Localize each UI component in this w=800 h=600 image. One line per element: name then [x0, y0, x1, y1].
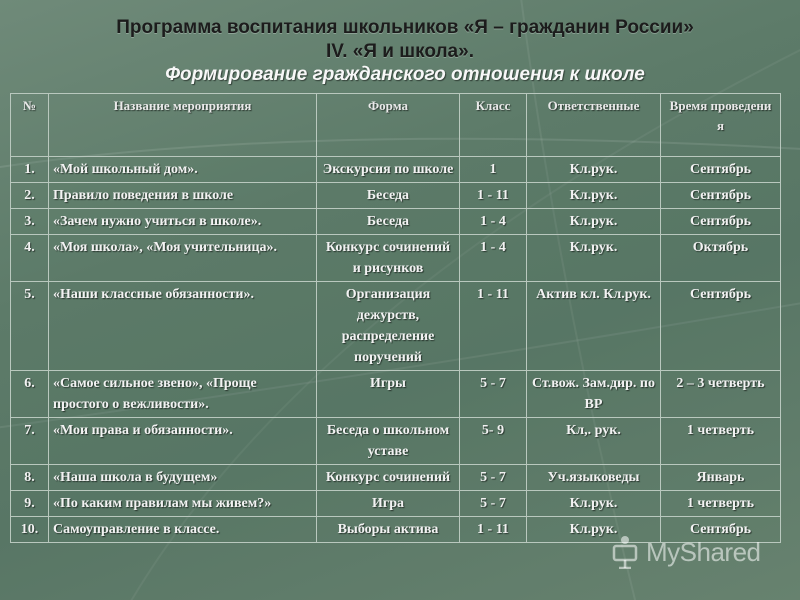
table-row [11, 465, 781, 491]
slide-section-title: IV. «Я и школа». [326, 41, 474, 62]
cell-grade: 1 - 11 [460, 183, 527, 209]
cell-form: Игра [317, 491, 460, 517]
cell-time: 1 четверть [661, 418, 781, 465]
cell-time: Сентябрь [661, 183, 781, 209]
cell-grade: 1 - 11 [460, 282, 527, 371]
cell-time: Сентябрь [661, 517, 781, 543]
cell-grade: 1 - 11 [460, 517, 527, 543]
cell-responsible: Кл.рук. [527, 491, 661, 517]
cell-event-name: «Самое сильное звено», «Проще простого о вежливости». [49, 371, 317, 418]
cell-responsible: Кл,. рук. [527, 418, 661, 465]
cell-grade: 1 - 4 [460, 235, 527, 282]
cell-number: 1. [11, 157, 49, 183]
cell-form: Конкурс сочинений и рисунков [317, 235, 460, 282]
table-row [11, 371, 781, 418]
cell-responsible: Уч.языковеды [527, 465, 661, 491]
cell-form: Выборы актива [317, 517, 460, 543]
cell-event-name: «По каким правилам мы живем?» [49, 491, 317, 517]
cell-time: 1 четверть [661, 491, 781, 517]
table-row [11, 418, 781, 465]
cell-event-name: «Зачем нужно учиться в школе». [49, 209, 317, 235]
cell-time: Сентябрь [661, 209, 781, 235]
cell-number: 3. [11, 209, 49, 235]
cell-form: Беседа [317, 209, 460, 235]
presenter-icon [610, 535, 640, 569]
column-header-grade: Класс [460, 94, 527, 157]
cell-responsible: Ст.вож. Зам.дир. по ВР [527, 371, 661, 418]
cell-grade: 1 - 4 [460, 209, 527, 235]
cell-event-name: Правило поведения в школе [49, 183, 317, 209]
column-header-event-name: Название мероприятия [49, 94, 317, 157]
column-header-form: Форма [317, 94, 460, 157]
cell-number: 7. [11, 418, 49, 465]
cell-event-name: «Наши классные обязанности». [49, 282, 317, 371]
cell-time: 2 – 3 четверть [661, 371, 781, 418]
table-row [11, 235, 781, 282]
column-header-responsible: Ответственные [527, 94, 661, 157]
cell-time: Январь [661, 465, 781, 491]
table-row [11, 282, 781, 371]
cell-responsible: Кл.рук. [527, 517, 661, 543]
column-header-time: Время проведени я [661, 94, 781, 157]
cell-number: 5. [11, 282, 49, 371]
cell-time: Сентябрь [661, 157, 781, 183]
cell-responsible: Кл.рук. [527, 157, 661, 183]
events-table [10, 93, 781, 543]
cell-responsible: Актив кл. Кл.рук. [527, 282, 661, 371]
cell-event-name: «Мой школьный дом». [49, 157, 317, 183]
cell-event-name: «Наша школа в будущем» [49, 465, 317, 491]
cell-responsible: Кл.рук. [527, 183, 661, 209]
cell-form: Беседа [317, 183, 460, 209]
table-header-row [11, 94, 781, 157]
table-row [11, 209, 781, 235]
watermark [610, 535, 761, 569]
cell-responsible: Кл.рук. [527, 209, 661, 235]
cell-responsible: Кл.рук. [527, 235, 661, 282]
watermark-text: MyShared [646, 536, 761, 567]
table-row [11, 491, 781, 517]
cell-number: 8. [11, 465, 49, 491]
slide-subtitle: Формирование гражданского отношения к школе [165, 64, 645, 85]
slide-title: Программа воспитания школьников «Я – гражданин России» [116, 17, 694, 38]
cell-event-name: Самоуправление в классе. [49, 517, 317, 543]
cell-form: Экскурсия по школе [317, 157, 460, 183]
cell-grade: 5 - 7 [460, 491, 527, 517]
cell-number: 4. [11, 235, 49, 282]
cell-grade: 1 [460, 157, 527, 183]
cell-grade: 5 - 7 [460, 371, 527, 418]
cell-number: 6. [11, 371, 49, 418]
cell-form: Беседа о школьном уставе [317, 418, 460, 465]
cell-event-name: «Мои права и обязанности». [49, 418, 317, 465]
cell-form: Конкурс сочинений [317, 465, 460, 491]
cell-number: 10. [11, 517, 49, 543]
cell-number: 9. [11, 491, 49, 517]
cell-grade: 5- 9 [460, 418, 527, 465]
cell-grade: 5 - 7 [460, 465, 527, 491]
cell-form: Организация дежурств, распределение поручений [317, 282, 460, 371]
cell-event-name: «Моя школа», «Моя учительница». [49, 235, 317, 282]
cell-time: Октябрь [661, 235, 781, 282]
column-header-number: № [11, 94, 49, 157]
slide-header [0, 16, 800, 86]
cell-number: 2. [11, 183, 49, 209]
table-row [11, 183, 781, 209]
table-row [11, 157, 781, 183]
cell-time: Сентябрь [661, 282, 781, 371]
cell-form: Игры [317, 371, 460, 418]
